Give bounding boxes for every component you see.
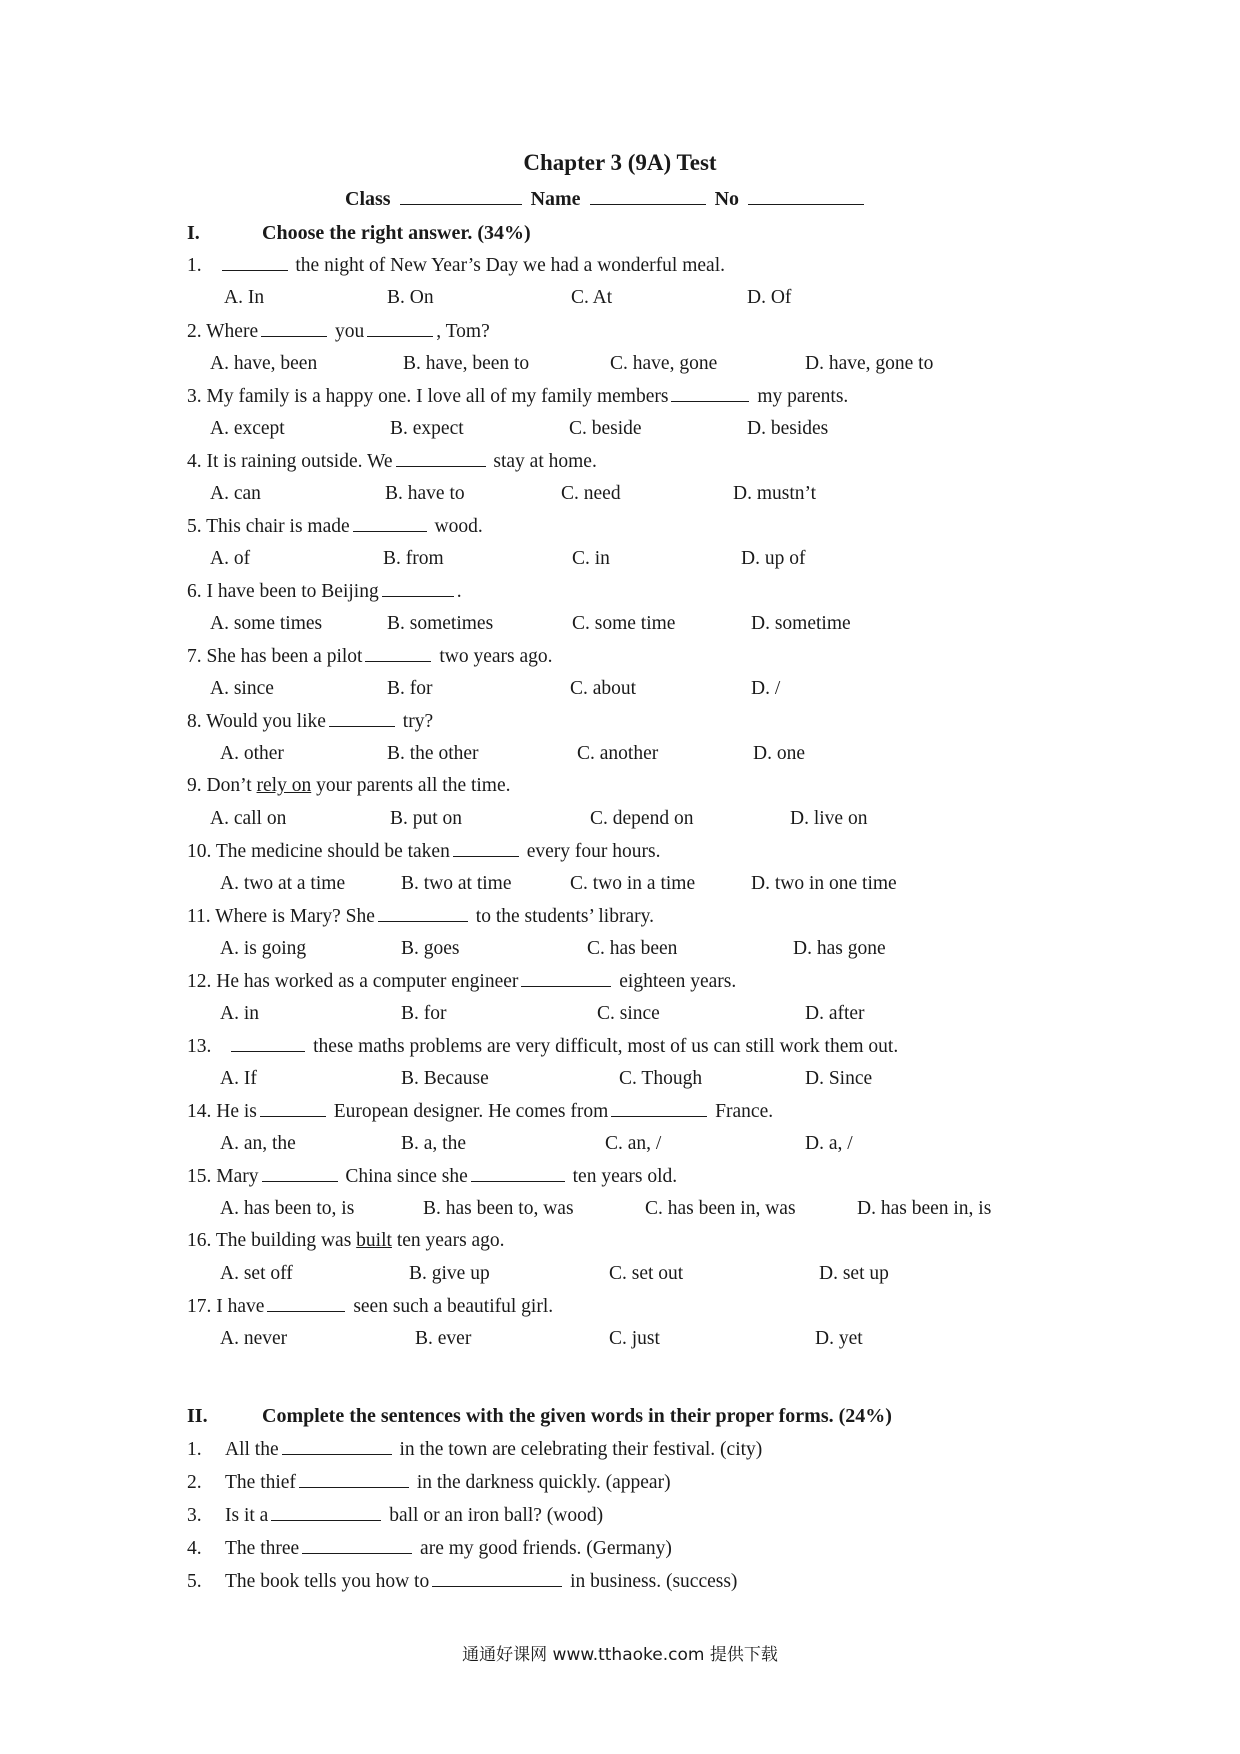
answer-option[interactable]: A. two at a time xyxy=(220,873,346,894)
answer-option[interactable]: A. of xyxy=(210,548,251,569)
answer-option[interactable]: C. about xyxy=(570,678,637,699)
answer-option[interactable]: A. since xyxy=(210,678,274,699)
question-text: He is xyxy=(211,1101,257,1122)
answer-blank[interactable] xyxy=(453,840,519,857)
question-stem xyxy=(187,645,553,668)
item-number: 1. xyxy=(187,1439,202,1460)
answer-blank[interactable] xyxy=(260,1100,326,1117)
answer-blank[interactable] xyxy=(432,1570,562,1587)
answer-blank[interactable] xyxy=(353,515,427,532)
question-text: Don’t xyxy=(201,775,257,796)
question-number: 11. xyxy=(187,906,211,927)
underlined-phrase: built xyxy=(356,1230,392,1251)
answer-option[interactable]: D. Of xyxy=(747,287,792,308)
answer-blank[interactable] xyxy=(262,1165,338,1182)
question-text: Where is Mary? She xyxy=(210,906,375,927)
question-number: 16. xyxy=(187,1230,212,1251)
item-text: The three xyxy=(225,1538,300,1559)
question-stem xyxy=(187,905,654,928)
answer-option[interactable]: D. has gone xyxy=(793,938,886,959)
question-text: try? xyxy=(397,711,434,732)
answer-blank[interactable] xyxy=(271,1504,381,1521)
name-blank xyxy=(590,186,706,205)
question-number: 5. xyxy=(187,516,202,537)
question-text: seen such a beautiful girl. xyxy=(348,1296,554,1317)
no-blank xyxy=(748,186,864,205)
question-stem xyxy=(187,1230,505,1252)
question-text: eighteen years. xyxy=(614,971,737,992)
answer-option[interactable]: D. mustn’t xyxy=(733,483,817,504)
answer-option[interactable]: B. put on xyxy=(390,808,463,829)
question-text: stay at home. xyxy=(488,451,597,472)
answer-option[interactable]: A. some times xyxy=(210,613,323,634)
no-label: No xyxy=(714,188,740,210)
answer-option[interactable]: A. never xyxy=(220,1328,288,1349)
answer-blank[interactable] xyxy=(521,970,611,987)
answer-option[interactable]: C. need xyxy=(561,483,621,504)
item-number: 3. xyxy=(187,1505,202,1526)
section-1-heading: I. Choose the right answer. (34%) xyxy=(187,222,531,244)
answer-option[interactable]: B. give up xyxy=(409,1263,490,1284)
question-number: 4. xyxy=(187,451,202,472)
answer-option[interactable]: D. has been in, is xyxy=(857,1198,992,1219)
answer-blank[interactable] xyxy=(671,385,749,402)
question-text: The medicine should be taken xyxy=(211,841,450,862)
question-stem xyxy=(187,1035,898,1058)
question-number: 9. xyxy=(187,775,202,796)
question-text: I have been to Beijing xyxy=(201,581,379,602)
answer-option[interactable]: A. except xyxy=(210,418,285,439)
answer-option[interactable]: D. a, / xyxy=(805,1133,853,1154)
question-stem xyxy=(187,710,433,733)
answer-option[interactable]: D. besides xyxy=(747,418,829,439)
answer-option[interactable]: C. has been in, was xyxy=(645,1198,796,1219)
question-text: ten years old. xyxy=(567,1166,678,1187)
question-text: Mary xyxy=(211,1166,259,1187)
answer-option[interactable]: D. / xyxy=(751,678,781,699)
underlined-phrase: rely on xyxy=(256,775,312,796)
question-text: China since she xyxy=(340,1166,468,1187)
answer-option[interactable]: C. some time xyxy=(572,613,676,634)
answer-option[interactable]: C. since xyxy=(597,1003,660,1024)
answer-option[interactable]: A. in xyxy=(220,1003,259,1024)
answer-option[interactable]: C. depend on xyxy=(590,808,694,829)
question-text: my parents. xyxy=(752,386,849,407)
question-number: 1. xyxy=(187,255,202,276)
question-stem xyxy=(187,254,725,277)
question-text: The building was xyxy=(211,1230,357,1251)
question-text: to the students’ library. xyxy=(470,906,654,927)
answer-option[interactable]: D. set up xyxy=(819,1263,889,1284)
item-text: The thief xyxy=(225,1472,296,1493)
question-stem xyxy=(187,450,597,473)
answer-option[interactable]: B. goes xyxy=(401,938,460,959)
answer-blank[interactable] xyxy=(302,1537,412,1554)
question-stem xyxy=(187,580,462,603)
answer-option[interactable]: C. just xyxy=(609,1328,660,1349)
answer-blank[interactable] xyxy=(222,254,288,271)
question-text: your parents all the time. xyxy=(311,775,511,796)
answer-option[interactable]: B. Because xyxy=(401,1068,489,1089)
question-number: 6. xyxy=(187,581,202,602)
answer-option[interactable]: B. for xyxy=(401,1003,447,1024)
question-stem xyxy=(187,385,848,408)
question-number: 17. xyxy=(187,1296,212,1317)
answer-option[interactable]: A. call on xyxy=(210,808,287,829)
answer-option[interactable]: D. live on xyxy=(790,808,868,829)
question-text: . xyxy=(456,581,462,602)
answer-option[interactable]: D. Since xyxy=(805,1068,873,1089)
answer-blank[interactable] xyxy=(231,1035,305,1052)
answer-option[interactable]: C. two in a time xyxy=(570,873,696,894)
fill-in-item xyxy=(187,1504,603,1527)
answer-option[interactable]: A. In xyxy=(224,287,265,308)
answer-option[interactable]: A. has been to, is xyxy=(220,1198,355,1219)
answer-option[interactable]: A. is going xyxy=(220,938,307,959)
question-text: , Tom? xyxy=(436,321,490,342)
answer-blank[interactable] xyxy=(267,1295,345,1312)
name-label: Name xyxy=(530,188,581,210)
fill-in-item xyxy=(187,1537,672,1560)
question-text: these maths problems are very difficult, most of us can still work them out. xyxy=(308,1036,899,1057)
answer-option[interactable]: A. If xyxy=(220,1068,257,1089)
answer-option[interactable]: C. set out xyxy=(609,1263,684,1284)
question-text: This chair is made xyxy=(201,516,350,537)
item-text: The book tells you how to xyxy=(225,1571,430,1592)
answer-blank[interactable] xyxy=(382,580,454,597)
answer-option[interactable]: C. has been xyxy=(587,938,678,959)
answer-option[interactable]: D. two in one time xyxy=(751,873,897,894)
answer-blank[interactable] xyxy=(611,1100,707,1117)
answer-option[interactable]: A. an, the xyxy=(220,1133,296,1154)
question-text: France. xyxy=(710,1101,774,1122)
question-stem xyxy=(187,1165,677,1188)
answer-option[interactable]: D. one xyxy=(753,743,805,764)
item-text: in the darkness quickly. (appear) xyxy=(411,1472,671,1493)
question-text: It is raining outside. We xyxy=(201,451,393,472)
answer-option[interactable]: D. have, gone to xyxy=(805,353,934,374)
student-info-line xyxy=(345,186,868,211)
question-text: you xyxy=(330,321,365,342)
answer-option[interactable]: C. an, / xyxy=(605,1133,662,1154)
answer-option[interactable]: B. sometimes xyxy=(387,613,494,634)
answer-option[interactable]: B. On xyxy=(387,287,434,308)
answer-option[interactable]: A. have, been xyxy=(210,353,318,374)
footer-credit: 通通好课网 www.tthaoke.com 提供下载 xyxy=(462,1645,778,1665)
item-text: in business. (success) xyxy=(565,1571,738,1592)
section-2-heading: II. Complete the sentences with the given words in their proper forms. (24%) xyxy=(187,1405,892,1427)
answer-option[interactable]: B. for xyxy=(387,678,433,699)
answer-option[interactable]: A. set off xyxy=(220,1263,293,1284)
fill-in-item xyxy=(187,1471,671,1494)
question-number: 14. xyxy=(187,1101,212,1122)
answer-blank[interactable] xyxy=(367,320,433,337)
question-text: She has been a pilot xyxy=(201,646,363,667)
item-number: 5. xyxy=(187,1571,202,1592)
answer-option[interactable]: C. in xyxy=(572,548,610,569)
question-text: every four hours. xyxy=(521,841,661,862)
answer-option[interactable]: B. expect xyxy=(390,418,464,439)
question-number: 15. xyxy=(187,1166,212,1187)
answer-option[interactable]: B. have to xyxy=(385,483,465,504)
fill-in-item xyxy=(187,1438,762,1461)
question-text: two years ago. xyxy=(434,646,553,667)
answer-blank[interactable] xyxy=(365,645,431,662)
question-stem xyxy=(187,1100,773,1123)
question-stem xyxy=(187,775,511,797)
question-text: Would you like xyxy=(201,711,326,732)
question-number: 12. xyxy=(187,971,212,992)
question-stem xyxy=(187,1295,553,1318)
item-text: in the town are celebrating their festival. (city) xyxy=(394,1439,763,1460)
answer-option[interactable]: A. can xyxy=(210,483,261,504)
question-number: 10. xyxy=(187,841,212,862)
answer-option[interactable]: B. a, the xyxy=(401,1133,466,1154)
answer-option[interactable]: C. At xyxy=(571,287,613,308)
question-number: 13. xyxy=(187,1036,212,1057)
question-stem xyxy=(187,320,490,343)
answer-blank[interactable] xyxy=(396,450,486,467)
answer-option[interactable]: A. other xyxy=(220,743,284,764)
page-title: Chapter 3 (9A) Test xyxy=(523,150,717,175)
question-text: ten years ago. xyxy=(391,1230,505,1251)
item-text: ball or an iron ball? (wood) xyxy=(384,1505,604,1526)
class-label: Class xyxy=(345,188,391,210)
item-number: 4. xyxy=(187,1538,202,1559)
answer-option[interactable]: B. two at time xyxy=(401,873,512,894)
answer-option[interactable]: D. sometime xyxy=(751,613,851,634)
answer-blank[interactable] xyxy=(282,1438,392,1455)
question-text: European designer. He comes from xyxy=(328,1101,609,1122)
question-number: 7. xyxy=(187,646,202,667)
question-number: 8. xyxy=(187,711,202,732)
answer-blank[interactable] xyxy=(329,710,395,727)
class-blank xyxy=(400,186,522,205)
answer-blank[interactable] xyxy=(378,905,468,922)
answer-option[interactable]: B. ever xyxy=(415,1328,472,1349)
answer-option[interactable]: C. Though xyxy=(619,1068,703,1089)
item-text: All the xyxy=(225,1439,279,1460)
answer-blank[interactable] xyxy=(471,1165,565,1182)
question-stem xyxy=(187,840,660,863)
answer-option[interactable]: C. another xyxy=(577,743,659,764)
item-number: 2. xyxy=(187,1472,202,1493)
answer-option[interactable]: D. yet xyxy=(815,1328,863,1349)
answer-option[interactable]: D. after xyxy=(805,1003,865,1024)
question-text: I have xyxy=(211,1296,265,1317)
question-number: 2. xyxy=(187,321,202,342)
question-text: wood. xyxy=(429,516,483,537)
answer-option[interactable]: B. the other xyxy=(387,743,479,764)
question-number: 3. xyxy=(187,386,202,407)
answer-option[interactable]: B. from xyxy=(383,548,444,569)
item-text: Is it a xyxy=(225,1505,269,1526)
question-text: He has worked as a computer engineer xyxy=(211,971,519,992)
answer-blank[interactable] xyxy=(299,1471,409,1488)
answer-option[interactable]: C. beside xyxy=(569,418,642,439)
fill-in-item xyxy=(187,1570,737,1593)
answer-option[interactable]: C. have, gone xyxy=(610,353,718,374)
answer-blank[interactable] xyxy=(261,320,327,337)
question-text: My family is a happy one. I love all of my family members xyxy=(201,386,669,407)
item-text: are my good friends. (Germany) xyxy=(415,1538,672,1559)
question-text: Where xyxy=(201,321,259,342)
question-stem xyxy=(187,970,736,993)
question-text: the night of New Year’s Day we had a wonderful meal. xyxy=(290,255,725,276)
answer-option[interactable]: D. up of xyxy=(741,548,806,569)
answer-option[interactable]: B. has been to, was xyxy=(423,1198,574,1219)
answer-option[interactable]: B. have, been to xyxy=(403,353,530,374)
question-stem xyxy=(187,515,483,538)
